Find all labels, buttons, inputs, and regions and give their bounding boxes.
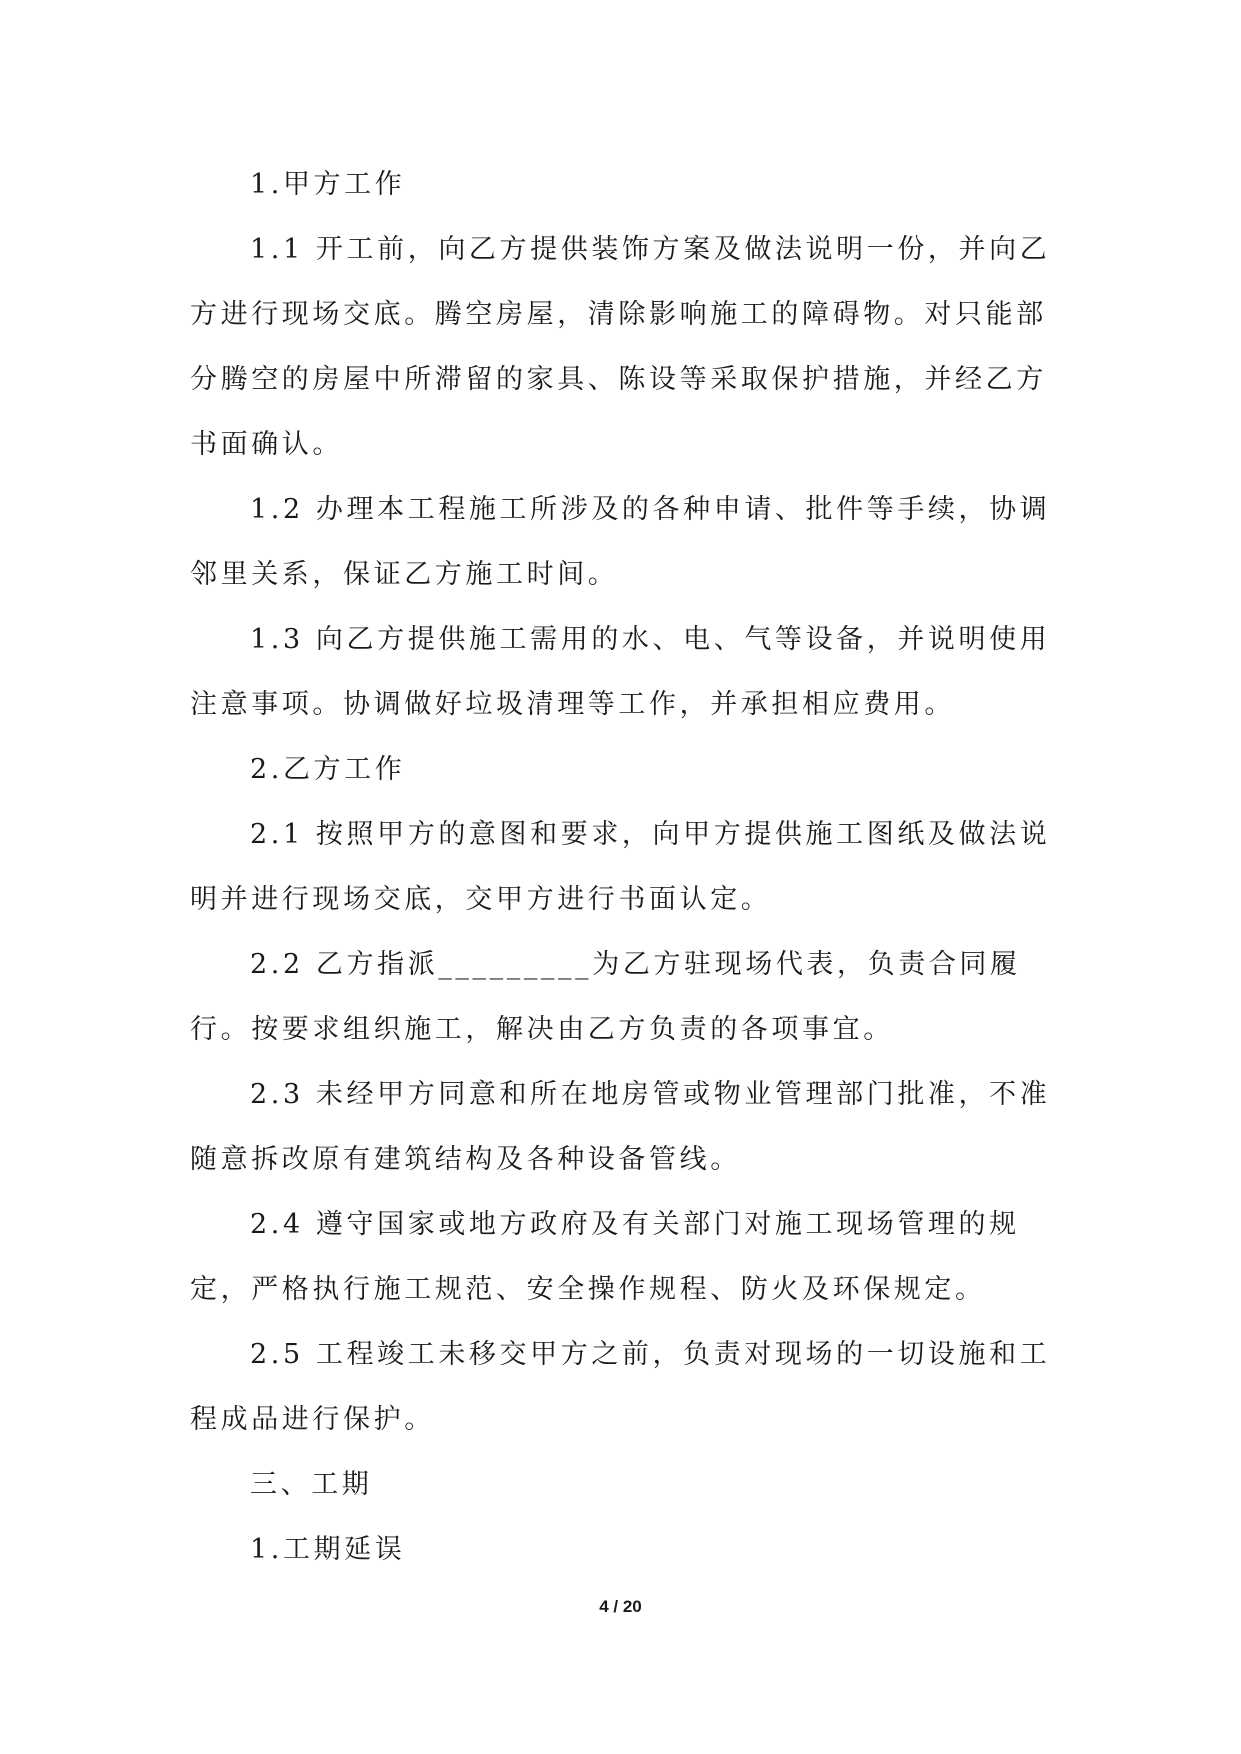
paragraph: 1.3 向乙方提供施工需用的水、电、气等设备，并说明使用注意事项。协调做好垃圾清理等工作，并承担相应费用。 xyxy=(190,624,1051,720)
paragraph-with-blank xyxy=(190,932,1062,1062)
paragraph: 2.5 工程竣工未移交甲方之前，负责对现场的一切设施和工程成品进行保护。 xyxy=(190,1339,1051,1435)
document-body xyxy=(190,152,1062,1582)
paragraph: 1.2 办理本工程施工所涉及的各种申请、批件等手续，协调邻里关系，保证乙方施工时间。 xyxy=(190,494,1051,590)
page-number: 4 / 20 xyxy=(599,1597,642,1616)
paragraph-text-before: 2.2 乙方指派 xyxy=(250,949,439,980)
section-heading: 2.乙方工作 xyxy=(250,754,406,785)
subsection-heading: 1.工期延误 xyxy=(250,1534,406,1565)
paragraph: 1.1 开工前，向乙方提供装饰方案及做法说明一份，并向乙方进行现场交底。腾空房屋，清除影响施工的障碍物。对只能部分腾空的房屋中所滞留的家具、陈设等采取保护措施，并经乙方书面确认。 xyxy=(190,234,1051,460)
paragraph: 2.4 遵守国家或地方政府及有关部门对施工现场管理的规定，严格执行施工规范、安全操作规程、防火及环保规定。 xyxy=(190,1209,1020,1305)
paragraph-text-after: 为乙方驻现场代表，负责合同履行。按要求组织施工，解决由乙方负责的各项事宜。 xyxy=(190,949,1021,1045)
section-heading: 三、工期 xyxy=(250,1469,373,1500)
fill-in-blank: _________ xyxy=(438,949,593,980)
paragraph: 2.1 按照甲方的意图和要求，向甲方提供施工图纸及做法说明并进行现场交底，交甲方进行书面认定。 xyxy=(190,819,1051,915)
section-heading: 1.甲方工作 xyxy=(250,169,406,200)
paragraph: 2.3 未经甲方同意和所在地房管或物业管理部门批准，不准随意拆改原有建筑结构及各种设备管线。 xyxy=(190,1079,1051,1175)
